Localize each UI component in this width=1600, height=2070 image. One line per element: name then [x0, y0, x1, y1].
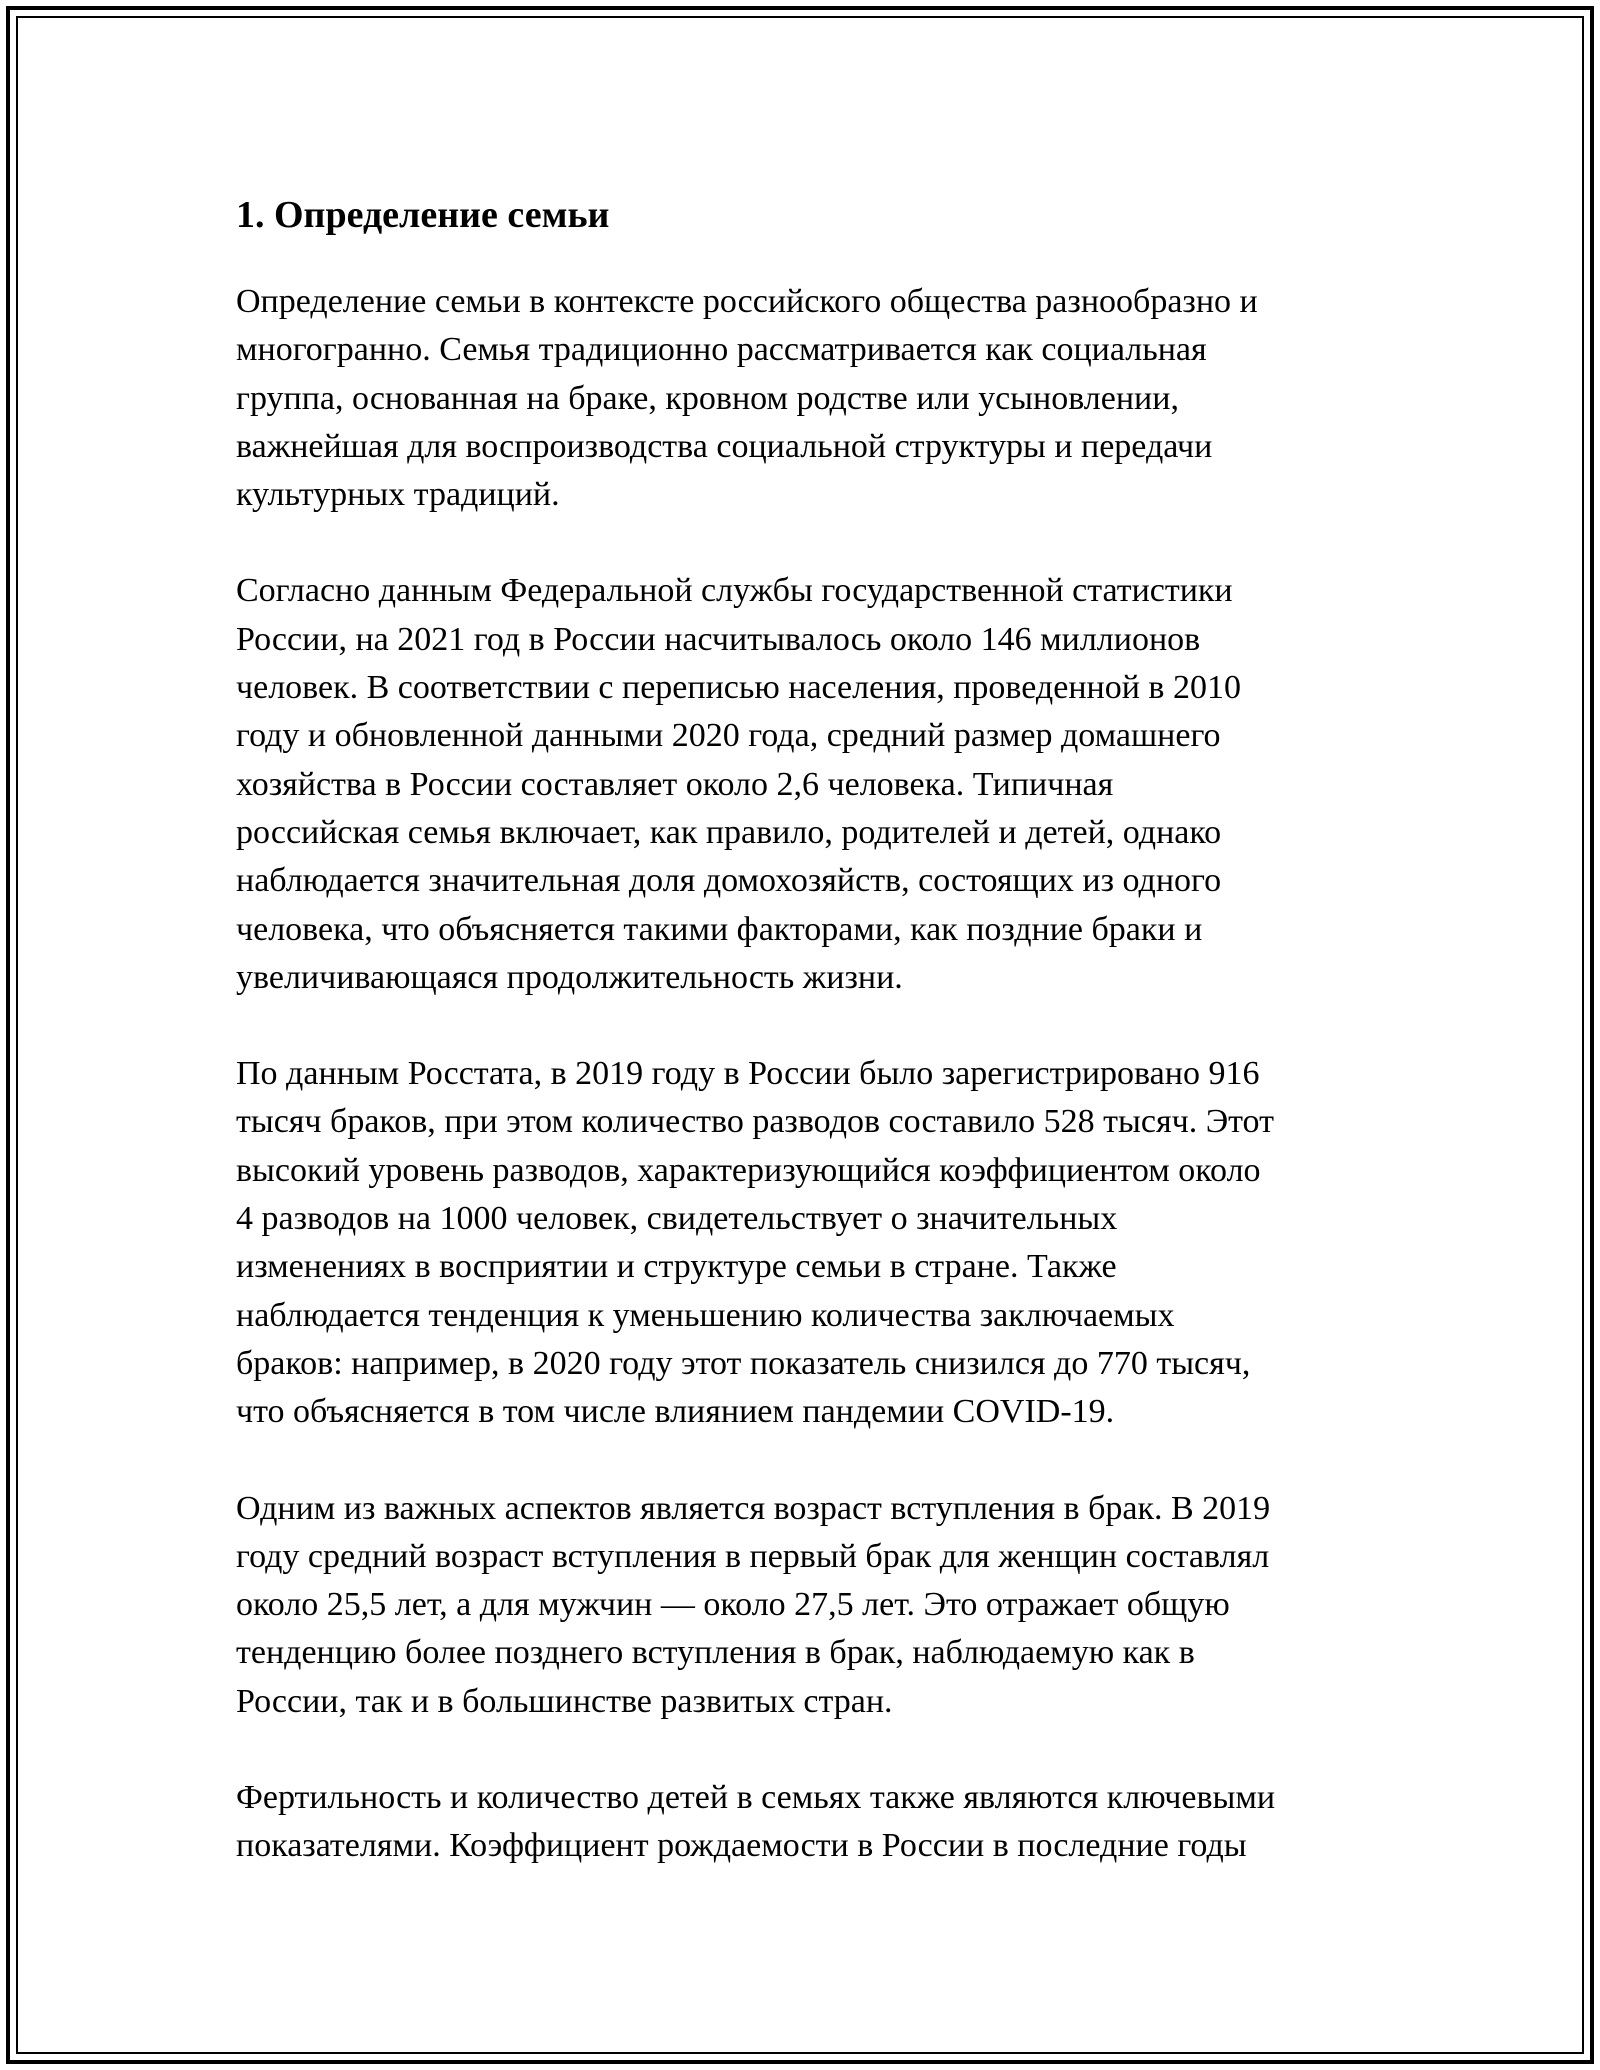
paragraph-marriage-age: Одним из важных аспектов является возраст вступления в брак. В 2019 году средний возраст вступления в первый брак для женщин составлял около 25,5 лет, а для мужчин — около 27,5 лет. Это отражает общую тенденцию более позднего вступления в брак, наблюдаемую как в России, так и в большинстве развитых стран. — [236, 1489, 1271, 1720]
section-heading: 1. Определение семьи — [236, 194, 610, 236]
paragraph-family-definition: Определение семьи в контексте российского общества разнообразно и многогранно. Семья традиционно рассматривается как социальная группа, основанная на браке, кровном родстве или усыновлении, важнейшая для воспроизводства социальной структуры и передачи культурных традиций. — [236, 283, 1258, 514]
document-body — [236, 184, 1396, 1919]
paragraph-marriage-divorce: По данным Росстата, в 2019 году в России было зарегистрировано 916 тысяч браков, при этом количество разводов составило 528 тысяч. Этот высокий уровень разводов, характеризующийся коэффициентом около 4 разводов на 1000 человек, свидетельствует о значительных изменениях в восприятии и структуре семьи в стране. Также наблюдается тенденция к уменьшению количества заключаемых браков: например, в 2020 году этот показатель снизился до 770 тысяч, что объясняется в том числе влиянием пандемии COVID-19. — [236, 1055, 1274, 1431]
paragraph-population-statistics: Согласно данным Федеральной службы государственной статистики России, на 2021 год в России насчитывалось около 146 миллионов человек. В соответствии с переписью населения, проведенной в 2010 году и обновленной данными 2020 года, средний размер домашнего хозяйства в России составляет около 2,6 человека. Типичная российская семья включает, как правило, родителей и детей, однако наблюдается значительная доля домохозяйств, состоящих из одного человека, что объясняется такими факторами, как поздние браки и увеличивающаяся продолжительность жизни. — [236, 572, 1241, 996]
paragraph-fertility: Фертильность и количество детей в семьях также являются ключевыми показателями. Коэффициент рождаемости в России в последние годы — [236, 1779, 1276, 1865]
